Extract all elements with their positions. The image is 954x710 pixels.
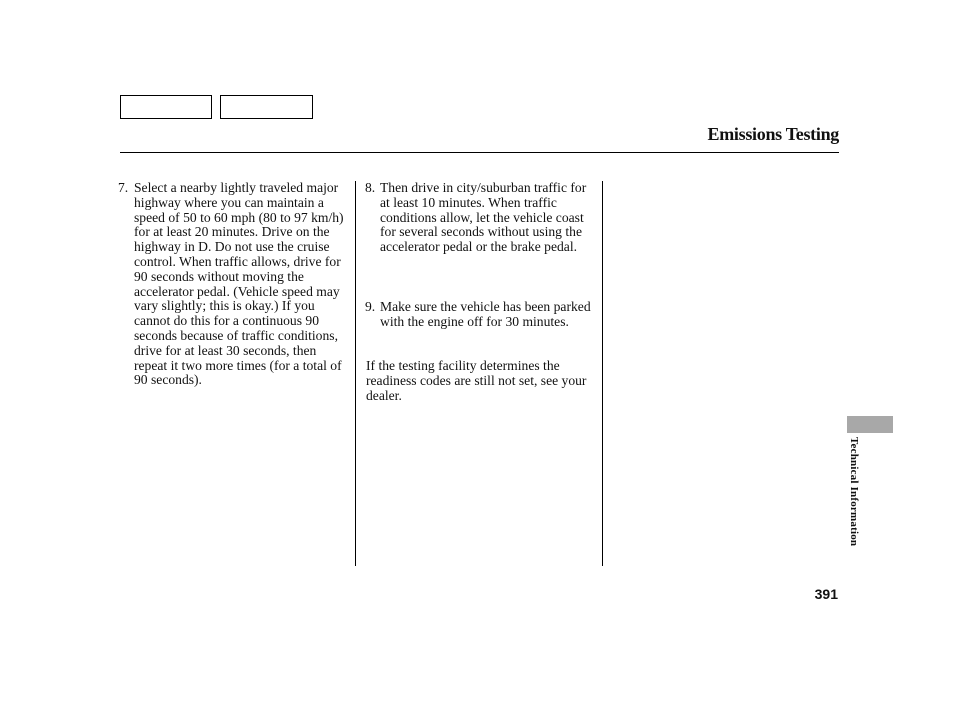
nav-button-index[interactable] (220, 95, 313, 119)
step-number: 8. (365, 180, 376, 195)
step-text: Select a nearby lightly traveled major highway where you can maintain a speed of 50 to 60 mph (80 to 97 km/h) for at least 20 minutes. Drive on the highway in D. Do not use the cruise control. When traffic allows, drive for 90 seconds without moving the accelerator pedal. (Vehicle speed may vary slightly; this is okay.) If you cannot do this for a continuous 90 seconds because of traffic conditions, drive for at least 30 seconds, then repeat it two more times (for a total of 90 seconds). (134, 180, 344, 388)
column-divider (602, 181, 603, 566)
step-text: Make sure the vehicle has been parked with the engine off for 30 minutes. (380, 299, 591, 329)
step-number: 9. (365, 299, 376, 314)
header-rule (120, 152, 839, 153)
step-text: Then drive in city/suburban traffic for at least 10 minutes. When traffic conditions allow, let the vehicle coast for several seconds without using the accelerator pedal or the brake pedal. (380, 180, 587, 255)
section-tab[interactable] (847, 416, 893, 433)
column-divider (355, 181, 356, 566)
page-number: 391 (814, 586, 838, 602)
section-tab-label: Technical Information (848, 437, 860, 547)
nav-button-contents[interactable] (120, 95, 212, 119)
section-title: Emissions Testing (707, 124, 839, 144)
step-number: 7. (118, 180, 129, 195)
dealer-note: If the testing facility determines the readiness codes are still not set, see your dealer. (366, 358, 587, 403)
